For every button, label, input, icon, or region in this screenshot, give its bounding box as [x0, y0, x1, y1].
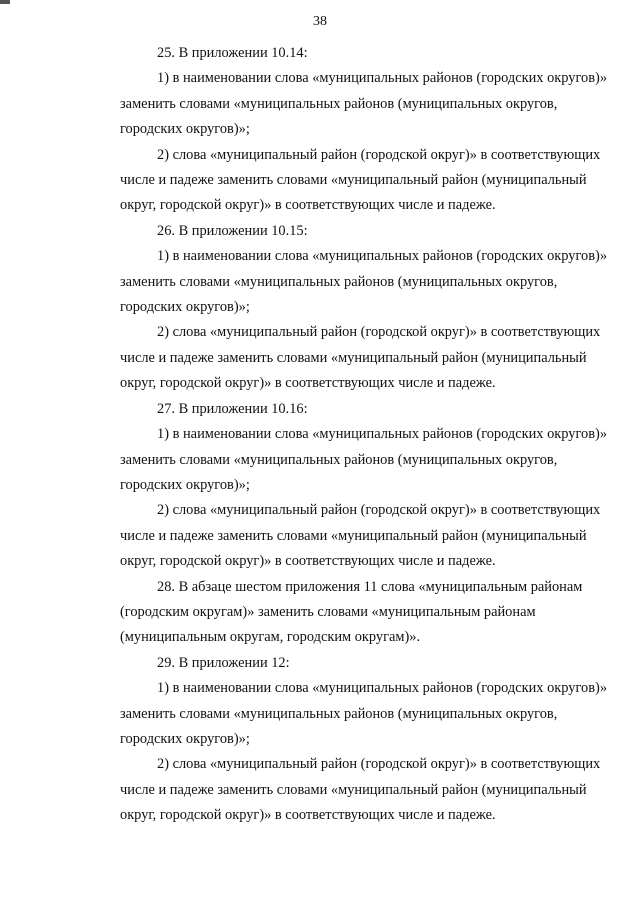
page-number: 38 [313, 14, 327, 29]
item-27-heading: 27. В приложении 10.16: [157, 400, 308, 417]
item-27-subitem-1: 1) в наименовании слова «муниципальных районов (городских округов)» заменить словами «муниципальных районов (муниципальных округов, городских округов)»; [120, 426, 608, 493]
item-29-subitem-2: 2) слова «муниципальный район (городской округ)» в соответствующих числе и падеже заменить словами «муниципальный район (муниципальный округ, городской округ)» в соответствующих числе и падеже. [120, 756, 601, 824]
item-28-paragraph: 28. В абзаце шестом приложения 11 слова «муниципальным районам (городским округам)» заменить словами «муниципальным районам (муниципальным округам, городским округам)». [120, 578, 583, 646]
item-26-heading: 26. В приложении 10.15: [157, 222, 308, 239]
item-25-subitem-2: 2) слова «муниципальный район (городской округ)» в соответствующих числе и падеже заменить словами «муниципальный район (муниципальный округ, городской округ)» в соответствующих числе и падеже. [120, 146, 601, 214]
item-29-heading: 29. В приложении 12: [157, 654, 290, 671]
item-25-heading: 25. В приложении 10.14: [157, 45, 308, 61]
document-body [120, 41, 617, 829]
item-26-subitem-1: 1) в наименовании слова «муниципальных районов (городских округов)» заменить словами «муниципальных районов (муниципальных округов, городских округов)»; [120, 248, 608, 316]
item-27-subitem-2: 2) слова «муниципальный район (городской округ)» в соответствующих числе и падеже заменить словами «муниципальный район (муниципальный округ, городской округ)» в соответствующих числе и падеже. [120, 502, 601, 570]
item-26-subitem-2: 2) слова «муниципальный район (городской округ)» в соответствующих числе и падеже заменить словами «муниципальный район (муниципальный округ, городской округ)» в соответствующих числе и падеже. [120, 324, 601, 392]
scan-corner-mark [0, 0, 10, 4]
item-25-subitem-1: 1) в наименовании слова «муниципальных районов (городских округов)» заменить словами «муниципальных районов (муниципальных округов, городских округов)»; [120, 70, 608, 138]
item-29-subitem-1: 1) в наименовании слова «муниципальных районов (городских округов)» заменить словами «муниципальных районов (муниципальных округов, городских округов)»; [120, 680, 608, 747]
